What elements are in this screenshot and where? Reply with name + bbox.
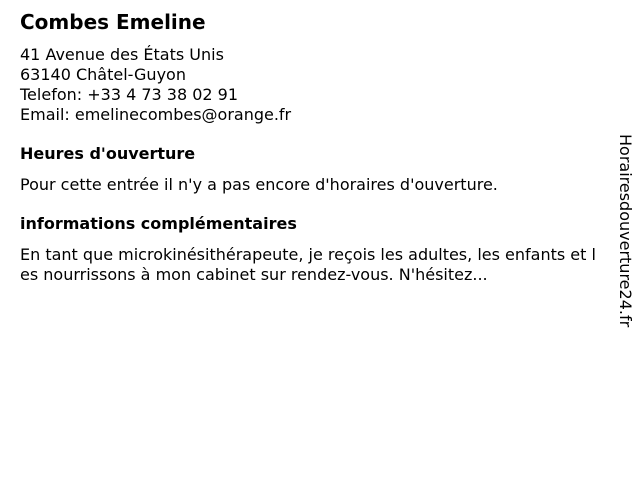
opening-hours-text: Pour cette entrée il n'y a pas encore d'horaires d'ouverture. (20, 175, 498, 194)
email-line: Email: emelinecombes@orange.fr (20, 105, 292, 124)
business-entry-card (20, 8, 600, 285)
phone-line: Telefon: +33 4 73 38 02 91 (20, 85, 239, 104)
address-city: 63140 Châtel-Guyon (20, 65, 186, 84)
business-name: Combes Emeline (20, 10, 206, 34)
additional-info-text: En tant que microkinésithérapeute, je reçois les adultes, les enfants et les nourrissons à mon cabinet sur rendez-vous. N'hésitez... (20, 245, 596, 284)
contact-block (20, 45, 600, 125)
opening-hours-heading: Heures d'ouverture (20, 144, 196, 163)
address-street: 41 Avenue des États Unis (20, 45, 224, 64)
additional-info-heading: informations complémentaires (20, 214, 297, 233)
site-brand-vertical: Horairesdouverture24.fr (616, 134, 635, 328)
